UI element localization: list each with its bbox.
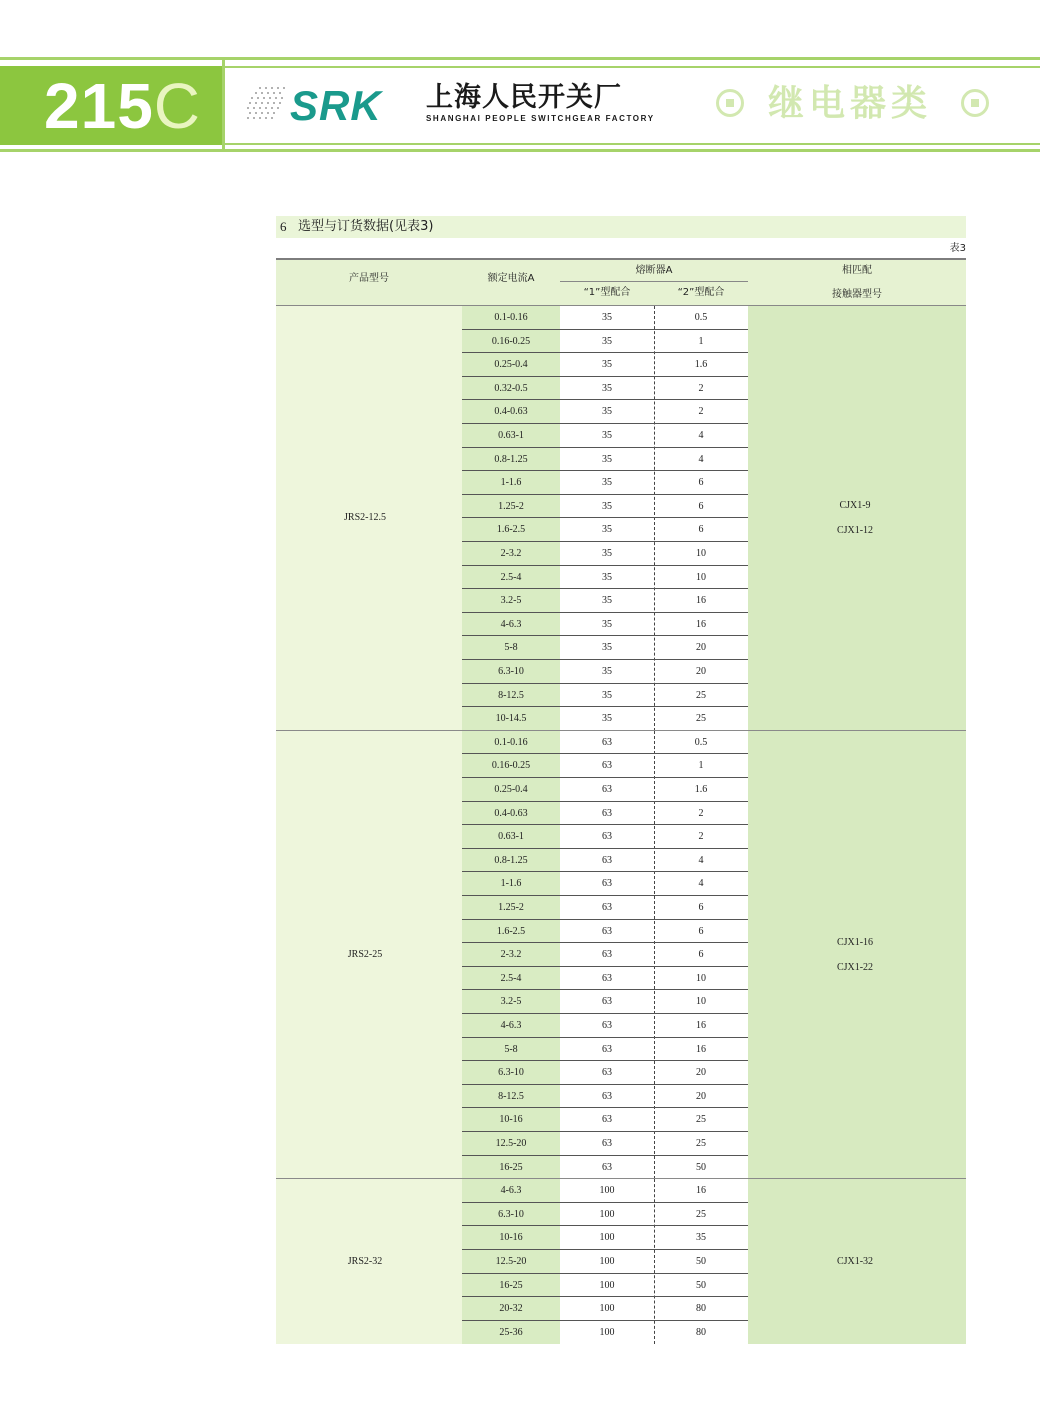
fuse-type2-value: 6 <box>698 524 704 536</box>
fuse-type1-value: 63 <box>602 831 612 843</box>
section-number: 6 <box>280 219 287 234</box>
fuse-type1-value: 35 <box>602 713 612 725</box>
table-row <box>462 1156 748 1180</box>
fuse-type2-value: 2 <box>698 807 704 819</box>
fuse-type1-value: 63 <box>602 854 612 866</box>
fuse-type1-value: 63 <box>602 878 612 890</box>
table-row <box>462 754 748 778</box>
fuse-type1-value: 63 <box>602 1043 612 1055</box>
fuse-type1-value: 100 <box>599 1303 615 1315</box>
table-row <box>462 1085 748 1109</box>
rated-current-value: 0.16-0.25 <box>491 335 531 347</box>
table-row <box>462 1250 748 1274</box>
fuse-type1-value: 35 <box>602 548 612 559</box>
fuse-type2-value: 4 <box>698 430 704 441</box>
fuse-type1-value: 35 <box>602 595 612 607</box>
page-number-suffix: C <box>153 70 201 142</box>
rated-current-value: 8-12.5 <box>498 689 524 701</box>
fuse-type2-value: 20 <box>696 642 706 654</box>
rated-current-value: 5-8 <box>504 642 518 654</box>
fuse-type2-value: 20 <box>696 1067 706 1079</box>
table-row <box>462 306 748 330</box>
fuse-type2-value: 0.5 <box>694 312 708 323</box>
rated-current-value: 2-3.2 <box>500 548 522 559</box>
fuse-type1-value: 100 <box>599 1208 615 1220</box>
fuse-type1-value: 35 <box>602 500 612 512</box>
table-row <box>462 684 748 708</box>
fuse-type1-value: 35 <box>602 618 612 630</box>
table-row <box>462 1038 748 1062</box>
fuse-type1-value: 63 <box>602 996 612 1008</box>
header-rule-top <box>0 57 1040 60</box>
fuse-type1-value: 63 <box>602 1138 612 1149</box>
fuse-type2-value: 16 <box>696 595 706 607</box>
table-row <box>462 377 748 401</box>
fuse-type2-value: 2 <box>698 831 704 843</box>
rated-current-value: 3.2-5 <box>500 996 522 1008</box>
rated-current-value: 3.2-5 <box>500 595 522 607</box>
header-contactor-line2: 接触器型号 <box>832 289 882 300</box>
fuse-type2-value: 6 <box>698 477 704 489</box>
fuse-type2-value: 10 <box>696 972 706 984</box>
rated-current-value: 4-6.3 <box>500 1020 522 1031</box>
category-title: 继电器类 <box>768 83 933 124</box>
table-row <box>462 518 748 542</box>
rated-current-value: 1-1.6 <box>500 477 522 489</box>
fuse-type2-value: 80 <box>696 1326 706 1338</box>
table-row <box>462 896 748 920</box>
table-row <box>462 802 748 826</box>
table-row <box>462 495 748 519</box>
fuse-type1-value: 100 <box>599 1185 615 1197</box>
table-row <box>462 1061 748 1085</box>
fuse-type2-value: 80 <box>696 1303 706 1315</box>
table-row <box>462 1108 748 1132</box>
rated-current-value: 6.3-10 <box>498 1208 524 1220</box>
fuse-type1-value: 63 <box>602 902 612 913</box>
header-rated-current: 额定电流A <box>487 273 535 284</box>
header-rule-bottom <box>0 149 1040 152</box>
rated-current-value: 0.4-0.63 <box>494 406 528 418</box>
fuse-type2-value: 6 <box>698 500 704 512</box>
fuse-type2-value: 16 <box>696 1020 706 1031</box>
fuse-type1-value: 63 <box>602 1067 612 1079</box>
fuse-type2-value: 16 <box>696 1043 706 1055</box>
fuse-type1-value: 35 <box>602 477 612 489</box>
fuse-type2-value: 1 <box>698 335 704 347</box>
table-row <box>462 566 748 590</box>
fuse-type2-value: 2 <box>698 406 704 418</box>
fuse-type2-value: 50 <box>696 1256 706 1267</box>
fuse-type1-value: 35 <box>602 642 612 654</box>
rated-current-value: 1-1.6 <box>500 878 522 890</box>
table-row <box>462 849 748 873</box>
contactor-model: CJX1-12 <box>836 524 874 536</box>
rated-current-value: 2.5-4 <box>500 972 522 984</box>
fuse-type2-value: 4 <box>698 453 704 465</box>
table-row <box>462 424 748 448</box>
fuse-type1-value: 35 <box>602 430 612 441</box>
rated-current-value: 0.1-0.16 <box>494 736 528 748</box>
page-number <box>44 68 201 144</box>
fuse-type1-value: 35 <box>602 312 612 323</box>
fuse-type2-value: 25 <box>696 713 706 725</box>
fuse-type1-value: 100 <box>599 1256 615 1267</box>
fuse-type1-value: 63 <box>602 925 612 937</box>
fuse-type1-value: 35 <box>602 666 612 677</box>
rated-current-value: 16-25 <box>499 1279 523 1291</box>
fuse-type1-value: 63 <box>602 972 612 984</box>
rated-current-value: 6.3-10 <box>498 1067 524 1079</box>
table-row <box>462 1226 748 1250</box>
fuse-type2-value: 2 <box>698 382 704 394</box>
rated-current-value: 1.25-2 <box>498 902 524 913</box>
table-row <box>462 353 748 377</box>
table-row <box>462 1321 748 1345</box>
rated-current-value: 0.63-1 <box>498 430 524 441</box>
table-label: 表3 <box>949 243 966 254</box>
rated-current-value: 4-6.3 <box>500 1185 522 1197</box>
table-row <box>462 613 748 637</box>
fuse-type2-value: 25 <box>696 1114 706 1126</box>
table-row <box>462 448 748 472</box>
rated-current-value: 12.5-20 <box>495 1138 527 1149</box>
fuse-type1-value: 35 <box>602 571 612 583</box>
fuse-type2-value: 6 <box>698 902 704 913</box>
rated-current-value: 0.4-0.63 <box>494 807 528 819</box>
model-name: JRS2-32 <box>347 1255 383 1267</box>
rated-current-value: 20-32 <box>499 1303 523 1315</box>
rated-current-value: 0.1-0.16 <box>494 312 528 323</box>
fuse-type1-value: 100 <box>599 1279 615 1291</box>
fuse-type1-value: 35 <box>602 382 612 394</box>
rated-current-value: 25-36 <box>499 1326 523 1338</box>
table-row <box>462 589 748 613</box>
rated-current-value: 1.25-2 <box>498 500 524 512</box>
fuse-type1-value: 35 <box>602 689 612 701</box>
fuse-type2-value: 16 <box>696 618 706 630</box>
header-fuse: 熔断器A <box>635 265 673 276</box>
fuse-type1-value: 63 <box>602 784 612 795</box>
fuse-type2-value: 1 <box>698 760 704 772</box>
fuse-type2-value: 1.6 <box>694 359 708 371</box>
header-fuse-type1: “1”型配合 <box>583 287 631 298</box>
fuse-type2-value: 50 <box>696 1161 706 1173</box>
rated-current-value: 10-16 <box>499 1114 523 1126</box>
table-row <box>462 1274 748 1298</box>
rated-current-value: 4-6.3 <box>500 618 522 630</box>
fuse-type2-value: 6 <box>698 925 704 937</box>
srk-logo: SRK <box>290 82 382 129</box>
table-row <box>462 967 748 991</box>
table-row <box>462 778 748 802</box>
fuse-type1-value: 35 <box>602 524 612 536</box>
rated-current-value: 0.25-0.4 <box>494 784 528 795</box>
fuse-type2-value: 20 <box>696 666 706 677</box>
fuse-type1-value: 63 <box>602 807 612 819</box>
header-fuse-divider <box>560 281 748 282</box>
header-divider <box>222 57 225 152</box>
fuse-type2-value: 20 <box>696 1090 706 1102</box>
model-name: JRS2-25 <box>347 949 383 960</box>
rated-current-value: 5-8 <box>504 1043 518 1055</box>
table-row <box>462 471 748 495</box>
fuse-type1-value: 100 <box>599 1232 615 1244</box>
fuse-type2-value: 6 <box>698 949 704 961</box>
fuse-type1-value: 63 <box>602 1090 612 1102</box>
table-row <box>462 542 748 566</box>
rated-current-value: 10-14.5 <box>495 713 527 725</box>
table-row <box>462 943 748 967</box>
table-row <box>462 707 748 731</box>
contactor-cell <box>748 731 966 1179</box>
contactor-model: CJX1-22 <box>836 961 874 973</box>
contactor-model: CJX1-9 <box>839 499 871 511</box>
table-row <box>462 330 748 354</box>
fuse-type2-value: 4 <box>698 878 704 890</box>
rated-current-value: 0.32-0.5 <box>494 382 528 394</box>
rated-current-value: 2.5-4 <box>500 571 522 583</box>
fuse-type2-value: 10 <box>696 571 706 583</box>
table-row <box>462 1132 748 1156</box>
fuse-type1-value: 35 <box>602 335 612 347</box>
fuse-type2-value: 16 <box>696 1185 706 1197</box>
fuse-type2-value: 10 <box>696 996 706 1008</box>
square-in-circle-icon <box>961 89 989 117</box>
fuse-type1-value: 63 <box>602 949 612 961</box>
rated-current-value: 0.8-1.25 <box>494 854 528 866</box>
table-row <box>462 1297 748 1321</box>
logo-dots-icon <box>246 86 286 122</box>
table-row <box>462 990 748 1014</box>
rated-current-value: 16-25 <box>499 1161 523 1173</box>
selection-table <box>276 258 966 1341</box>
fuse-type1-value: 63 <box>602 1114 612 1126</box>
fuse-type1-value: 63 <box>602 736 612 748</box>
fuse-type1-value: 63 <box>602 1020 612 1031</box>
fuse-type1-value: 63 <box>602 1161 612 1173</box>
table-row <box>462 731 748 755</box>
company-name-cn: 上海人民开关厂 <box>426 82 622 113</box>
fuse-type1-value: 35 <box>602 359 612 371</box>
rated-current-value: 1.6-2.5 <box>496 925 526 937</box>
page-number-digits: 215 <box>44 70 154 142</box>
table-row <box>462 920 748 944</box>
rated-current-value: 8-12.5 <box>498 1090 524 1102</box>
header-fuse-type2: “2”型配合 <box>677 287 725 298</box>
model-name: JRS2-12.5 <box>344 512 386 524</box>
contactor-model: CJX1-16 <box>836 936 874 948</box>
table-row <box>462 872 748 896</box>
contactor-model: CJX1-32 <box>836 1255 874 1267</box>
rated-current-value: 0.63-1 <box>498 831 524 843</box>
table-row <box>462 660 748 684</box>
rated-current-value: 0.16-0.25 <box>491 760 531 772</box>
table-row <box>462 636 748 660</box>
rated-current-value: 2-3.2 <box>500 949 522 961</box>
fuse-type1-value: 35 <box>602 406 612 418</box>
company-name-en: SHANGHAI PEOPLE SWITCHGEAR FACTORY <box>426 114 655 123</box>
table-row <box>462 825 748 849</box>
table-row <box>462 1179 748 1203</box>
square-in-circle-icon <box>716 89 744 117</box>
fuse-type1-value: 63 <box>602 760 612 772</box>
fuse-type1-value: 100 <box>599 1326 615 1338</box>
table-row <box>462 1203 748 1227</box>
rated-current-value: 1.6-2.5 <box>496 524 526 536</box>
section-title: 选型与订货数据(见表3) <box>298 219 434 234</box>
rated-current-value: 0.25-0.4 <box>494 359 528 371</box>
rated-current-value: 0.8-1.25 <box>494 453 528 465</box>
fuse-type2-value: 25 <box>696 689 706 701</box>
header-model: 产品型号 <box>349 273 389 284</box>
fuse-type2-value: 10 <box>696 548 706 559</box>
rated-current-value: 10-16 <box>499 1232 523 1244</box>
table-row <box>462 400 748 424</box>
fuse-type2-value: 50 <box>696 1279 706 1291</box>
fuse-type2-value: 1.6 <box>694 784 708 795</box>
fuse-type1-value: 35 <box>602 453 612 465</box>
fuse-type2-value: 0.5 <box>694 736 708 748</box>
fuse-type2-value: 25 <box>696 1208 706 1220</box>
fuse-type2-value: 35 <box>696 1232 706 1244</box>
fuse-type2-value: 25 <box>696 1138 706 1149</box>
table-row <box>462 1014 748 1038</box>
contactor-cell <box>748 306 966 731</box>
rated-current-value: 12.5-20 <box>495 1256 527 1267</box>
rated-current-value: 6.3-10 <box>498 666 524 677</box>
header-contactor-line1: 相匹配 <box>842 265 872 276</box>
fuse-type2-value: 4 <box>698 854 704 866</box>
